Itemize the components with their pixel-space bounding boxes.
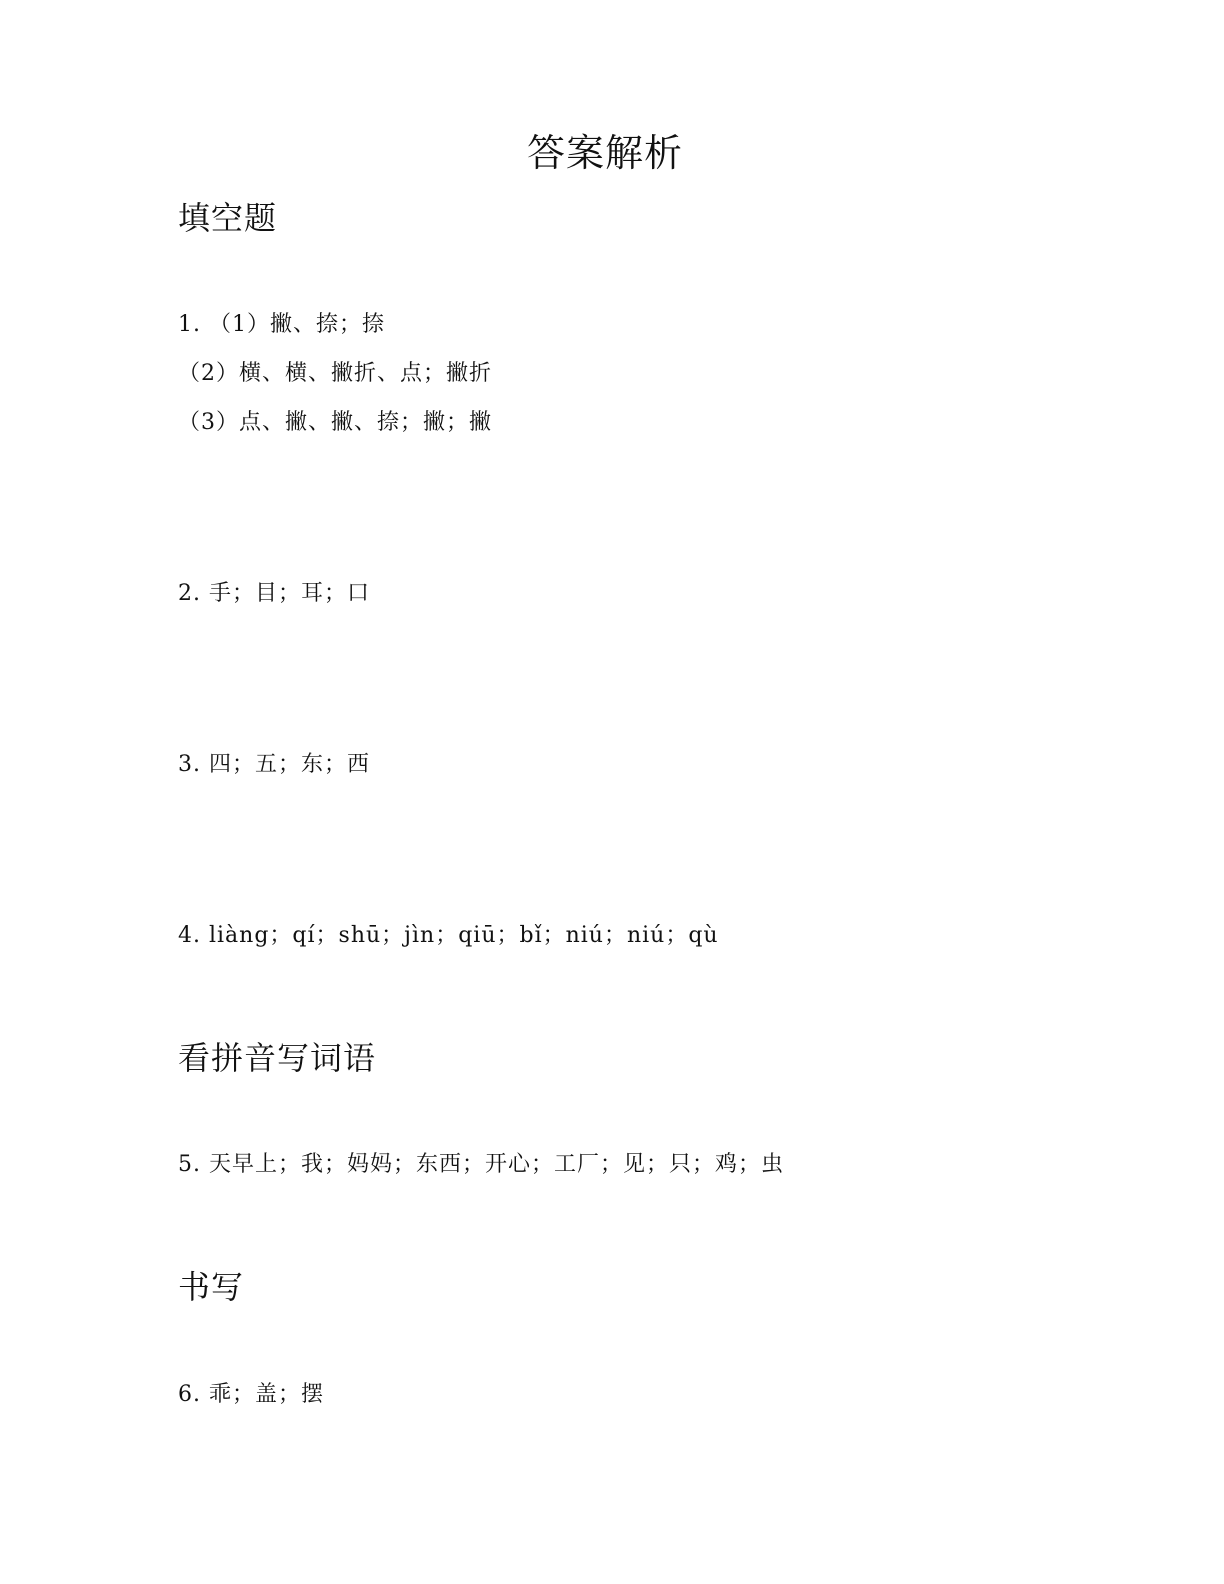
page-title: 答案解析 [526,131,683,175]
section-heading-writing: 书写 [178,1268,245,1306]
answer-line-1-1: 1. （1）撇、捺；捺 [178,312,385,337]
section-heading-pinyin-words: 看拼音写词语 [178,1039,377,1077]
answer-line-3: 3. 四；五；东；西 [178,752,370,777]
answer-line-1-3: （3）点、撇、撇、捺；撇；撇 [178,410,492,435]
answer-line-1-2: （2）横、横、撇折、点；撇折 [178,361,492,386]
answer-line-4: 4. liàng；qí；shū；jìn；qiū；bǐ；niú；niú；qù [178,923,719,948]
answer-line-2: 2. 手；目；耳；口 [178,581,370,606]
answer-line-5: 5. 天早上；我；妈妈；东西；开心；工厂；见；只；鸡；虫 [178,1152,784,1177]
section-heading-fill-in: 填空题 [178,199,278,237]
answer-line-6: 6. 乖；盖；摆 [178,1382,324,1407]
